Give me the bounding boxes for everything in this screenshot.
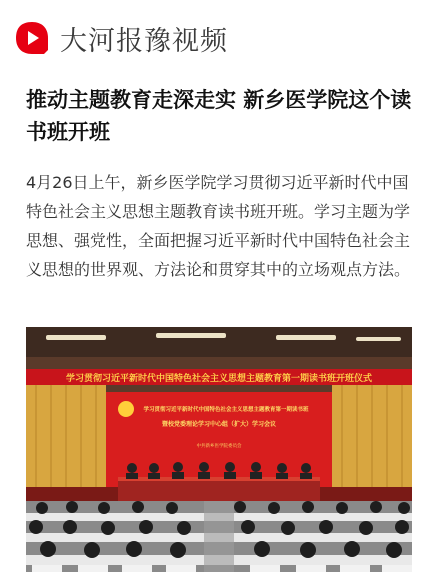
- play-logo-icon: [14, 20, 50, 56]
- app-header: [14, 18, 228, 58]
- party-emblem-icon: [118, 401, 134, 417]
- article-body: 4月26日上午，新乡医学院学习贯彻习近平新时代中国特色社会主义思想主题教育读书班开班。学习主题为学思想、强党性，全面把握习近平新时代中国特色社会主义思想的世界观、方法论和贯穿其中的立场观点方法。: [26, 173, 411, 279]
- screen-line2: 暨校党委理论学习中心组（扩大）学习会议: [161, 421, 277, 428]
- article-photo[interactable]: [26, 327, 412, 572]
- article-title: 推动主题教育走深走实 新乡医学院这个读书班开班: [26, 88, 412, 144]
- screen-line1: 学习贯彻习近平新时代中国特色社会主义思想主题教育第一期读书班: [143, 407, 309, 413]
- brand-name: 大河报豫视频: [60, 25, 228, 57]
- screen-line3: 中共新乡医学院委员会: [196, 444, 242, 449]
- banner-text: 学习贯彻习近平新时代中国特色社会主义思想主题教育第一期读书班开班仪式: [65, 374, 373, 384]
